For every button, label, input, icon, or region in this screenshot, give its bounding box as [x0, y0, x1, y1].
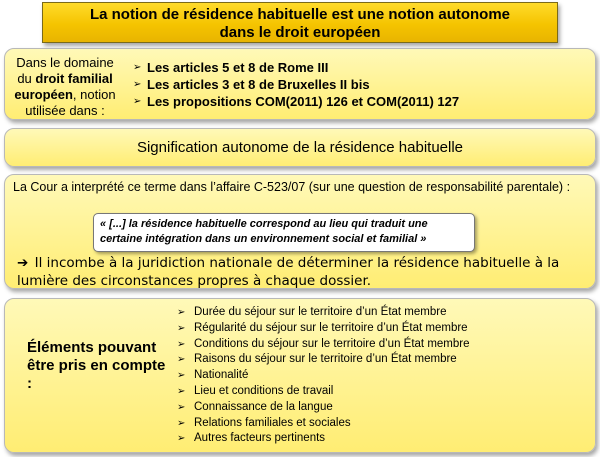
list-item — [133, 76, 459, 93]
element-label: Autres facteurs pertinents — [194, 432, 326, 445]
arrow-bullet-icon: ➢ — [177, 354, 186, 366]
arrow-bullet-icon: ➢ — [177, 338, 186, 350]
slide-title-line-2: dans le droit européen — [219, 24, 381, 41]
element-label: Durée du séjour sur le territoire d’un État membre — [194, 306, 447, 318]
domain-intro-post: , notion utilisée dans : — [25, 87, 116, 118]
domain-box — [4, 48, 596, 120]
arrow-bullet-icon: ➢ — [133, 96, 142, 107]
list-item — [177, 384, 470, 400]
list-item — [133, 59, 459, 76]
meaning-box — [4, 128, 596, 167]
domain-intro — [11, 55, 119, 119]
domain-item-label: Les articles 5 et 8 de Rome III — [147, 60, 329, 75]
list-item — [133, 93, 459, 110]
slide-title-line-1: La notion de résidence habituelle est une notion autonome — [89, 6, 511, 23]
list-item — [177, 305, 470, 321]
arrow-bullet-icon: ➢ — [177, 401, 186, 413]
arrow-bullet-icon: ➢ — [177, 433, 186, 445]
element-label: Relations familiales et sociales — [194, 416, 351, 429]
domain-intro-pre: Dans le domaine du — [16, 55, 114, 86]
arrow-bullet-icon: ➢ — [133, 62, 142, 73]
element-label: Lieu et conditions de travail — [194, 384, 334, 397]
elements-list — [177, 305, 470, 447]
elements-heading: Éléments pouvant être pris en compte : — [27, 339, 166, 392]
domain-item-label: Les articles 3 et 8 de Bruxelles II bis — [147, 77, 370, 92]
list-item — [177, 352, 470, 368]
domain-item-label: Les propositions COM(2011) 126 et COM(2011) 127 — [147, 94, 460, 109]
domain-intro-bold: droit familial européen — [14, 71, 113, 102]
court-quote: « [...] la résidence habituelle correspond au lieu qui traduit une certaine intégration dans un environnement social et familial » — [93, 213, 475, 252]
element-label: Nationalité — [194, 369, 249, 382]
arrow-bullet-icon: ➢ — [177, 307, 186, 318]
list-item — [177, 400, 470, 416]
domain-list — [133, 59, 459, 110]
arrow-bullet-icon: ➢ — [133, 79, 142, 90]
court-conclusion-text: Il incombe à la juridiction nationale de déterminer la résidence habituelle à la lumière des circonstances propres à chaque dossier. — [17, 255, 560, 289]
arrow-bullet-icon: ➢ — [177, 417, 186, 429]
list-item — [177, 368, 470, 384]
arrow-bullet-icon: ➢ — [177, 370, 186, 382]
list-item — [177, 337, 470, 353]
arrow-bullet-icon: ➢ — [177, 322, 186, 334]
element-label: Conditions du séjour sur le territoire d’un État membre — [194, 337, 470, 350]
court-conclusion — [17, 254, 591, 290]
list-item — [177, 416, 470, 432]
court-text: La Cour a interprété ce terme dans l’affaire C-523/07 (sur une question de responsabilité parentale) : — [13, 180, 571, 194]
right-arrow-icon: ➔ — [17, 255, 29, 271]
element-label: Régularité du séjour sur le territoire d’un État membre — [194, 321, 468, 334]
court-box — [4, 174, 596, 289]
list-item — [177, 321, 470, 337]
elements-box — [4, 298, 596, 453]
slide-title — [42, 2, 558, 43]
list-item — [177, 431, 470, 447]
element-label: Connaissance de la langue — [194, 400, 333, 413]
arrow-bullet-icon: ➢ — [177, 385, 186, 397]
meaning-heading: Signification autonome de la résidence habituelle — [136, 139, 464, 156]
element-label: Raisons du séjour sur le territoire d’un État membre — [194, 353, 457, 366]
